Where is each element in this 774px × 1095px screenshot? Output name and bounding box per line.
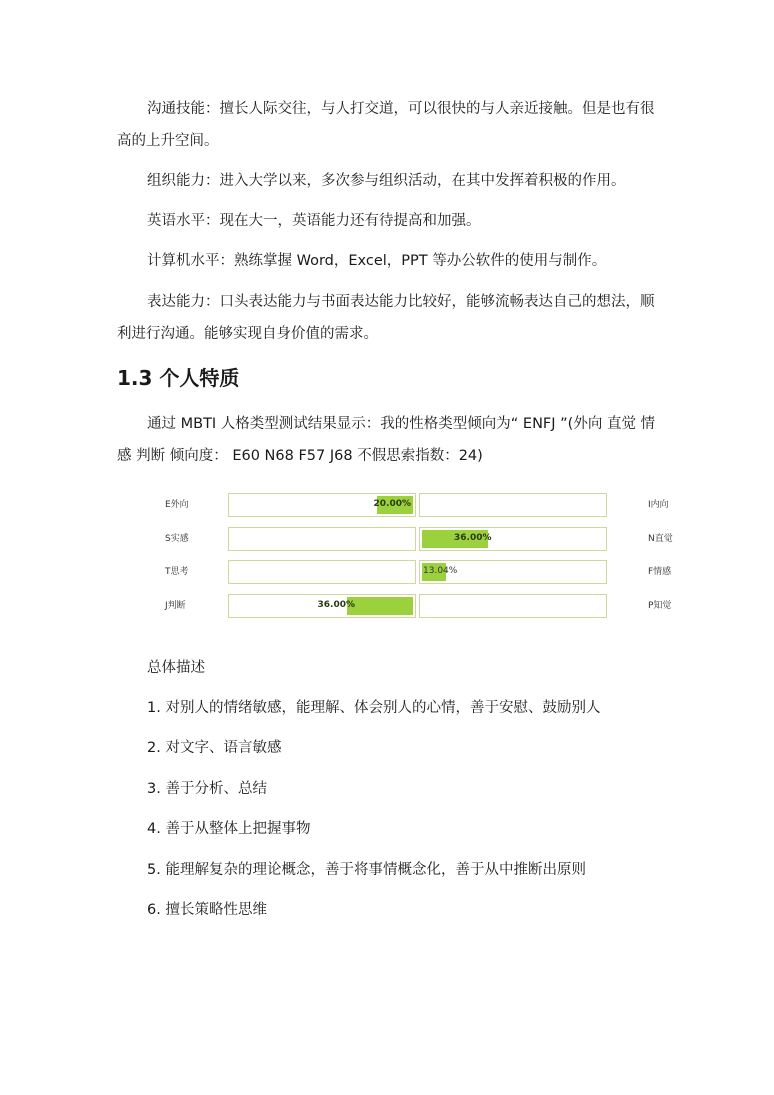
mbti-chart (160, 490, 680, 620)
section-heading: 1.3 个人特质 (117, 366, 240, 390)
mbti-fill-bar (347, 597, 413, 615)
mbti-percent-label: 20.00% (373, 499, 411, 509)
mbti-left-label: S实感 (165, 534, 189, 544)
mbti-left-label: E外向 (165, 500, 189, 510)
mbti-right-box (419, 493, 607, 517)
mbti-left-label: T思考 (165, 567, 189, 577)
paragraph-communication: 沟通技能：擅长人际交往，与人打交道，可以很快的与人亲近接触。但是也有很高的上升空间。 (117, 101, 655, 149)
mbti-left-box (228, 527, 416, 551)
mbti-percent-label: 13.04% (423, 566, 458, 576)
list-item: 1. 对别人的情绪敏感，能理解、体会别人的心情，善于安慰、鼓励别人 (147, 700, 601, 716)
list-item: 5. 能理解复杂的理论概念，善于将事情概念化，善于从中推断出原则 (147, 862, 586, 878)
mbti-row-ei (160, 493, 680, 517)
mbti-percent-label: 36.00% (317, 600, 355, 610)
list-item: 3. 善于分析、总结 (147, 781, 267, 797)
mbti-right-label: F情感 (648, 567, 672, 577)
mbti-left-box (228, 560, 416, 584)
mbti-right-box (419, 527, 607, 551)
mbti-right-label: P知觉 (648, 601, 672, 611)
overall-description-title: 总体描述 (147, 660, 205, 676)
mbti-left-label: J判断 (165, 601, 186, 611)
mbti-right-box (419, 594, 607, 618)
paragraph-expression: 表达能力：口头表达能力与书面表达能力比较好，能够流畅表达自己的想法，顺利进行沟通。能够实现自身价值的需求。 (117, 294, 655, 342)
list-item: 2. 对文字、语言敏感 (147, 740, 282, 756)
mbti-right-label: N直觉 (648, 534, 673, 544)
paragraph-english: 英语水平：现在大一，英语能力还有待提高和加强。 (147, 213, 481, 229)
mbti-right-box (419, 560, 607, 584)
list-item: 4. 善于从整体上把握事物 (147, 821, 311, 837)
mbti-percent-label: 36.00% (454, 533, 492, 543)
mbti-right-label: I内向 (648, 500, 669, 510)
mbti-left-box (228, 493, 416, 517)
paragraph-computer: 计算机水平：熟练掌握 Word，Excel，PPT 等办公软件的使用与制作。 (147, 253, 607, 269)
mbti-intro: 通过 MBTI 人格类型测试结果显示：我的性格类型倾向为“ ENFJ ”(外向 直觉 情感 判断 倾向度： E60 N68 F57 J68 不假思索指数：24) (117, 416, 656, 464)
mbti-row-jp (160, 594, 680, 618)
mbti-row-sn (160, 527, 680, 551)
mbti-left-box (228, 594, 416, 618)
mbti-row-tf (160, 560, 680, 584)
paragraph-organization: 组织能力：进入大学以来，多次参与组织活动，在其中发挥着积极的作用。 (147, 173, 626, 189)
list-item: 6. 擅长策略性思维 (147, 902, 267, 918)
